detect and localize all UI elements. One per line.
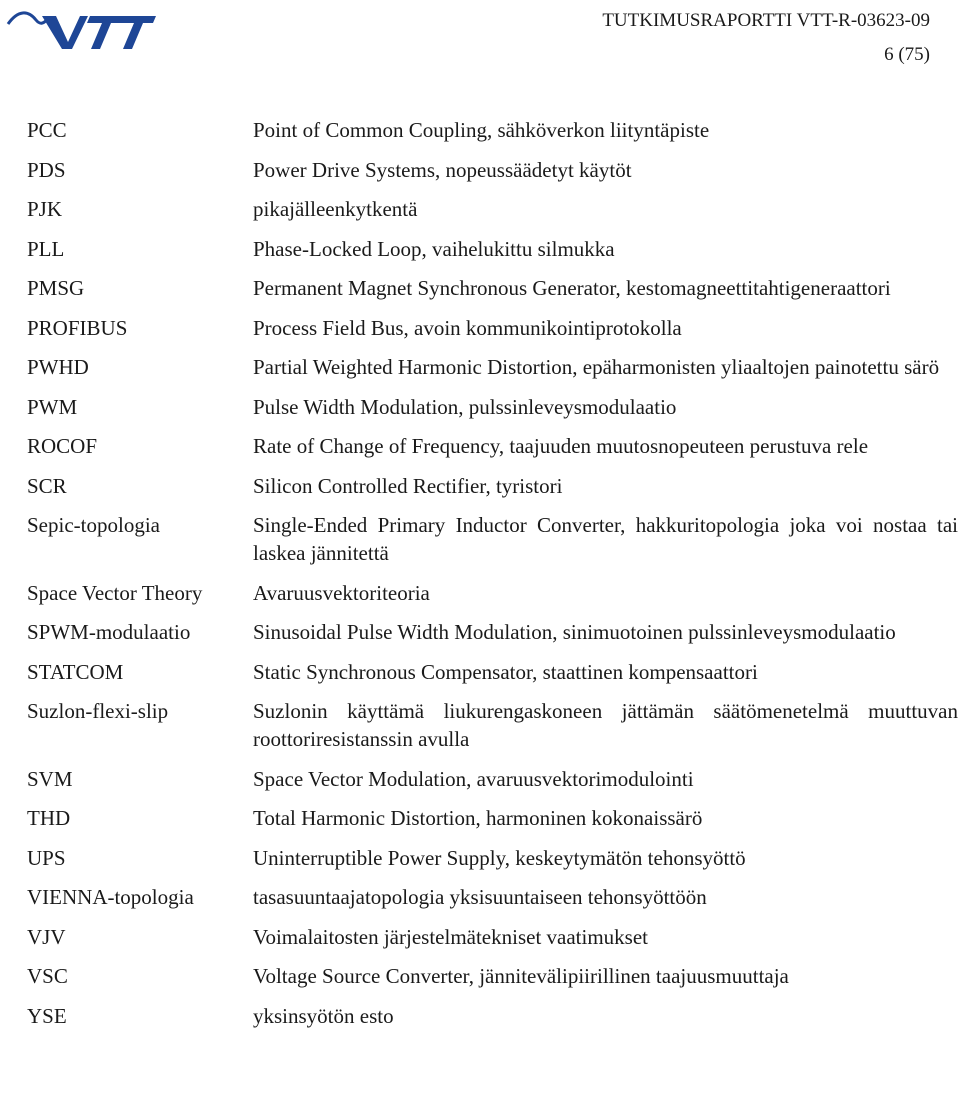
definition: Voimalaitosten järjestelmätekniset vaatimukset bbox=[253, 924, 649, 949]
abbreviation: PWHD bbox=[27, 355, 89, 379]
glossary-entry bbox=[27, 618, 958, 646]
definition: yksinsyötön esto bbox=[253, 1003, 394, 1028]
definition: pikajälleenkytkentä bbox=[253, 197, 418, 221]
definition: Power Drive Systems, nopeussäädetyt käytöt bbox=[253, 157, 632, 182]
definition: Permanent Magnet Synchronous Generator, kestomagneettitahtigeneraattori bbox=[253, 276, 891, 300]
glossary-entry bbox=[27, 697, 958, 753]
abbreviation: PROFIBUS bbox=[27, 315, 128, 340]
definition: Static Synchronous Compensator, staattinen kompensaattori bbox=[253, 659, 758, 684]
glossary-entry bbox=[27, 804, 958, 832]
abbreviation: PCC bbox=[27, 118, 67, 142]
abbreviation: SVM bbox=[27, 766, 73, 791]
definition: Voltage Source Converter, jännitevälipiirillinen taajuusmuuttaja bbox=[253, 964, 789, 988]
glossary-entry bbox=[27, 579, 958, 607]
abbreviation: SCR bbox=[27, 473, 67, 498]
definition: Space Vector Modulation, avaruusvektorimodulointi bbox=[253, 766, 694, 791]
abbreviation: STATCOM bbox=[27, 659, 124, 684]
abbreviation: PWM bbox=[27, 394, 78, 419]
definition: Point of Common Coupling, sähköverkon liityntäpiste bbox=[253, 118, 710, 142]
glossary-entry bbox=[27, 156, 958, 184]
definition: Uninterruptible Power Supply, keskeytymätön tehonsyöttö bbox=[253, 845, 746, 870]
abbreviation: ROCOF bbox=[27, 434, 98, 458]
definition: Phase-Locked Loop, vaihelukittu silmukka bbox=[253, 236, 615, 261]
glossary-entry bbox=[27, 765, 958, 793]
abbreviation: VJV bbox=[27, 924, 66, 949]
abbreviation: PMSG bbox=[27, 276, 85, 300]
definition: Single-Ended Primary Inductor Converter, hakkuritopologia joka voi nostaa tai laskea jännitettä bbox=[253, 513, 958, 565]
glossary-entry bbox=[27, 235, 958, 263]
glossary-entry bbox=[27, 658, 958, 686]
glossary-entry bbox=[27, 844, 958, 872]
glossary-list bbox=[27, 116, 958, 1041]
abbreviation: SPWM-modulaatio bbox=[27, 620, 191, 644]
glossary-entry bbox=[27, 432, 958, 460]
abbreviation: YSE bbox=[27, 1003, 67, 1028]
definition: Partial Weighted Harmonic Distortion, epäharmonisten yliaaltojen painotettu särö bbox=[253, 355, 940, 379]
glossary-entry bbox=[27, 962, 958, 990]
glossary-entry bbox=[27, 1002, 958, 1030]
definition: Pulse Width Modulation, pulssinleveysmodulaatio bbox=[253, 394, 677, 419]
definition: tasasuuntaajatopologia yksisuuntaiseen tehonsyöttöön bbox=[253, 885, 707, 909]
glossary-entry bbox=[27, 511, 958, 567]
definition: Suzlonin käyttämä liukurengaskoneen jättämän säätömenetelmä muuttuvan roottoriresistanssin avulla bbox=[253, 699, 958, 751]
abbreviation: VIENNA-topologia bbox=[27, 885, 194, 909]
abbreviation: PDS bbox=[27, 157, 66, 182]
glossary-entry bbox=[27, 393, 958, 421]
abbreviation: THD bbox=[27, 806, 71, 830]
glossary-entry bbox=[27, 195, 958, 223]
abbreviation: Suzlon-flexi-slip bbox=[27, 699, 169, 723]
definition: Rate of Change of Frequency, taajuuden muutosnopeuteen perustuva rele bbox=[253, 434, 869, 458]
page-number: 6 (75) bbox=[884, 44, 930, 65]
definition: Avaruusvektoriteoria bbox=[253, 580, 430, 605]
abbreviation: PLL bbox=[27, 236, 65, 261]
definition: Total Harmonic Distortion, harmoninen kokonaissärö bbox=[253, 806, 703, 830]
glossary-entry bbox=[27, 883, 958, 911]
glossary-entry bbox=[27, 923, 958, 951]
definition: Silicon Controlled Rectifier, tyristori bbox=[253, 473, 563, 498]
glossary-entry bbox=[27, 353, 958, 381]
abbreviation: PJK bbox=[27, 197, 63, 221]
report-id: TUTKIMUSRAPORTTI VTT-R-03623-09 bbox=[602, 10, 930, 31]
glossary-entry bbox=[27, 472, 958, 500]
definition: Sinusoidal Pulse Width Modulation, sinimuotoinen pulssinleveysmodulaatio bbox=[253, 620, 896, 644]
abbreviation: Space Vector Theory bbox=[27, 580, 203, 605]
abbreviation: VSC bbox=[27, 964, 68, 988]
abbreviation: UPS bbox=[27, 845, 66, 870]
vtt-logo bbox=[6, 2, 156, 52]
abbreviation: Sepic-topologia bbox=[27, 513, 160, 537]
glossary-entry bbox=[27, 116, 958, 144]
glossary-entry bbox=[27, 274, 958, 302]
definition: Process Field Bus, avoin kommunikointiprotokolla bbox=[253, 315, 682, 340]
glossary-entry bbox=[27, 314, 958, 342]
